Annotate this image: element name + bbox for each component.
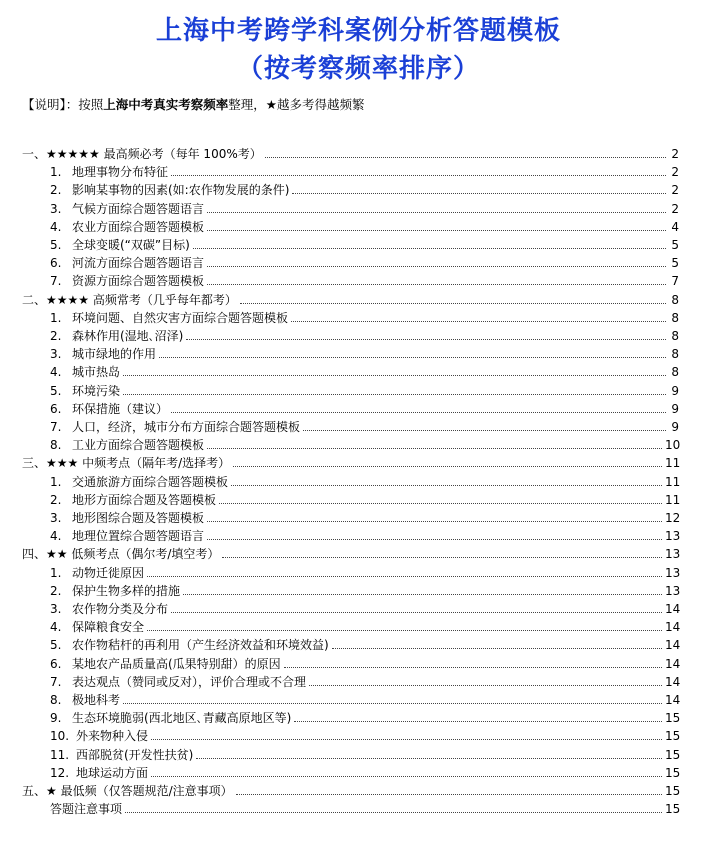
toc-dot-leader bbox=[236, 793, 662, 795]
toc-entry-text: 保护生物多样的措施 bbox=[72, 583, 181, 598]
toc-dot-leader bbox=[207, 283, 666, 285]
toc-dot-leader bbox=[123, 393, 666, 395]
toc-section-row[interactable] bbox=[0, 544, 717, 562]
toc-entry-label bbox=[0, 546, 219, 562]
toc-page-number: 11 bbox=[665, 474, 681, 489]
toc-page-number: 14 bbox=[665, 693, 681, 707]
toc-item-row[interactable] bbox=[0, 344, 717, 362]
toc-entry-text: 河流方面综合题答题语言 bbox=[72, 256, 205, 271]
toc-section-row[interactable] bbox=[0, 290, 717, 308]
toc-entry-number: 5. bbox=[50, 238, 62, 252]
toc-dot-leader bbox=[219, 502, 662, 504]
toc-entry-label bbox=[0, 164, 168, 180]
toc-entry-label bbox=[0, 437, 204, 453]
toc-page-number: 2 bbox=[671, 165, 679, 180]
toc-entry-label bbox=[0, 601, 168, 617]
toc-entry-text: 表达观点（赞同或反对），评价合理或不合理 bbox=[72, 674, 307, 689]
toc-entry-number: 三、 bbox=[22, 456, 47, 471]
toc-dot-leader bbox=[284, 666, 662, 668]
toc-entry-text: 人口，经济，城市分布方面综合题答题模板 bbox=[72, 420, 301, 434]
toc-dot-leader bbox=[147, 575, 662, 577]
toc-entry-text: ★★★★★ 最高频必考（每年 100%考） bbox=[46, 147, 262, 161]
toc-entry-text: 森林作用(湿地､沼泽) bbox=[72, 329, 184, 343]
toc-entry-number: 4. bbox=[50, 365, 62, 380]
toc-page-number: 13 bbox=[665, 565, 681, 580]
toc-entry-label bbox=[0, 237, 190, 253]
toc-dot-leader bbox=[151, 738, 662, 740]
toc-item-row[interactable] bbox=[0, 690, 717, 708]
toc-entry-label bbox=[0, 565, 144, 581]
toc-entry-text: 西部脱贫(开发性扶贫) bbox=[76, 747, 194, 762]
toc-item-row[interactable] bbox=[0, 435, 717, 453]
toc-page-number: 8 bbox=[671, 365, 679, 380]
toc-item-row[interactable] bbox=[0, 581, 717, 599]
toc-entry-text: 工业方面综合题答题模板 bbox=[72, 438, 205, 453]
toc-entry-number: 二、 bbox=[22, 292, 47, 307]
note-bold: 上海中考真实考察频率 bbox=[103, 97, 229, 112]
toc-entry-text: 答题注意事项 bbox=[50, 802, 123, 817]
toc-page-number: 15 bbox=[665, 784, 681, 798]
toc-page-number: 14 bbox=[665, 656, 681, 671]
toc-dot-leader bbox=[265, 156, 666, 158]
toc-dot-leader bbox=[233, 465, 662, 467]
toc-dot-leader bbox=[123, 374, 666, 376]
toc-dot-leader bbox=[196, 757, 662, 759]
toc-page-number: 14 bbox=[665, 620, 681, 635]
toc-entry-text: 全球变暖(“双碳”目标) bbox=[72, 238, 190, 252]
toc-dot-leader bbox=[159, 356, 666, 358]
note-suffix: 整理，★越多考得越频繁 bbox=[228, 97, 365, 112]
toc-item-row[interactable] bbox=[0, 563, 717, 581]
toc-page-number: 4 bbox=[671, 219, 679, 234]
toc-page-number: 14 bbox=[665, 602, 681, 616]
toc-entry-number: 12. bbox=[50, 765, 70, 780]
explanation-note bbox=[22, 95, 365, 113]
toc-dot-leader bbox=[123, 702, 662, 704]
toc-entry-label bbox=[0, 255, 204, 271]
toc-entry-number: 8. bbox=[50, 438, 62, 453]
toc-entry-text: ★★★ 中频考点（隔年考/选择考） bbox=[46, 456, 231, 471]
toc-page-number: 15 bbox=[665, 802, 681, 817]
toc-page-number: 11 bbox=[665, 456, 681, 471]
toc-entry-label bbox=[0, 292, 237, 308]
toc-page-number: 8 bbox=[671, 347, 679, 362]
toc-entry-label bbox=[0, 401, 168, 417]
toc-dot-leader bbox=[183, 593, 662, 595]
document-subtitle: （按考察频率排序） bbox=[236, 54, 480, 84]
toc-section-row[interactable] bbox=[0, 453, 717, 471]
toc-entry-number: 10. bbox=[50, 729, 70, 744]
toc-entry-number: 一、 bbox=[22, 147, 47, 161]
toc-dot-leader bbox=[292, 192, 666, 194]
toc-entry-number: 1. bbox=[50, 165, 62, 180]
toc-item-row[interactable] bbox=[0, 745, 717, 763]
toc-dot-leader bbox=[240, 302, 666, 304]
toc-entry-label bbox=[0, 692, 120, 708]
toc-item-row[interactable] bbox=[0, 399, 717, 417]
toc-item-row[interactable] bbox=[0, 672, 717, 690]
toc-entry-label bbox=[0, 346, 156, 362]
toc-entry-text: 资源方面综合题答题模板 bbox=[72, 274, 205, 289]
toc-entry-text: 地形图综合题及答题模板 bbox=[72, 511, 205, 525]
toc-dot-leader bbox=[193, 247, 666, 249]
toc-entry-label bbox=[0, 619, 144, 635]
toc-entry-label bbox=[0, 273, 204, 289]
toc-entry-number: 3. bbox=[50, 201, 62, 216]
toc-entry-number: 6. bbox=[50, 401, 62, 416]
toc-entry-label bbox=[0, 583, 180, 599]
toc-entry-text: 生态环境脆弱(西北地区､青藏高原地区等) bbox=[72, 711, 292, 726]
toc-page-number: 2 bbox=[671, 147, 679, 161]
toc-page-number: 11 bbox=[665, 492, 681, 507]
toc-entry-label bbox=[0, 310, 288, 326]
toc-entry-number: 3. bbox=[50, 347, 62, 362]
toc-dot-leader bbox=[294, 720, 662, 722]
toc-entry-number: 7. bbox=[50, 274, 62, 289]
toc-entry-label bbox=[0, 219, 204, 235]
toc-page-number: 13 bbox=[665, 583, 681, 598]
toc-entry-number: 5. bbox=[50, 638, 62, 653]
toc-page-number: 9 bbox=[671, 420, 679, 434]
toc-entry-text: 外来物种入侵 bbox=[76, 729, 149, 744]
toc-page-number: 9 bbox=[671, 383, 679, 398]
toc-entry-label bbox=[0, 783, 233, 799]
toc-entry-number: 五、 bbox=[22, 784, 47, 798]
toc-entry-label bbox=[0, 656, 281, 672]
toc-page-number: 7 bbox=[671, 274, 679, 289]
toc-dot-leader bbox=[207, 229, 666, 231]
toc-item-row[interactable] bbox=[0, 308, 717, 326]
toc-item-row[interactable] bbox=[0, 708, 717, 726]
toc-item-row[interactable] bbox=[0, 599, 717, 617]
toc-page-number: 5 bbox=[671, 256, 679, 271]
toc-entry-text: 地形方面综合题及答题模板 bbox=[72, 492, 217, 507]
toc-dot-leader bbox=[151, 775, 662, 777]
toc-page-number: 14 bbox=[665, 674, 681, 689]
toc-entry-number: 3. bbox=[50, 602, 62, 616]
toc-item-row[interactable] bbox=[0, 508, 717, 526]
toc-entry-label bbox=[0, 146, 262, 162]
toc-entry-label bbox=[0, 765, 148, 781]
toc-dot-leader bbox=[207, 447, 662, 449]
toc-entry-number: 2. bbox=[50, 183, 62, 198]
toc-item-row[interactable] bbox=[0, 381, 717, 399]
toc-entry-text: 交通旅游方面综合题答题模板 bbox=[72, 474, 229, 489]
toc-dot-leader bbox=[125, 811, 662, 813]
toc-page-number: 8 bbox=[671, 292, 679, 307]
toc-page-number: 8 bbox=[671, 310, 679, 325]
toc-item-row[interactable] bbox=[0, 362, 717, 380]
toc-item-row[interactable] bbox=[0, 417, 717, 435]
toc-entry-text: 环境问题、自然灾害方面综合题答题模板 bbox=[72, 310, 289, 325]
toc-entry-number: 9. bbox=[50, 711, 62, 726]
toc-page-number: 13 bbox=[665, 547, 681, 562]
toc-entry-number: 2. bbox=[50, 583, 62, 598]
toc-entry-text: 影响某事物的因素(如:农作物发展的条件) bbox=[72, 183, 290, 198]
toc-dot-leader bbox=[303, 429, 666, 431]
toc-dot-leader bbox=[291, 320, 666, 322]
toc-entry-number: 3. bbox=[50, 511, 62, 525]
toc-dot-leader bbox=[309, 684, 662, 686]
toc-entry-label bbox=[0, 201, 204, 217]
toc-page-number: 14 bbox=[665, 638, 681, 653]
toc-item-row[interactable] bbox=[0, 526, 717, 544]
toc-item-row[interactable] bbox=[0, 763, 717, 781]
toc-item-row[interactable] bbox=[0, 180, 717, 198]
toc-page-number: 10 bbox=[665, 438, 681, 453]
toc-entry-text: ★★ 低频考点（偶尔考/填空考） bbox=[46, 547, 220, 562]
toc-page-number: 15 bbox=[665, 765, 681, 780]
toc-item-row[interactable] bbox=[0, 617, 717, 635]
toc-entry-number: 11. bbox=[50, 747, 70, 762]
toc-dot-leader bbox=[207, 211, 666, 213]
toc-entry-label bbox=[0, 419, 300, 435]
toc-entry-text: 地理事物分布特征 bbox=[72, 165, 169, 180]
toc-entry-text: 某地农产品质量高(瓜果特别甜）的原因 bbox=[72, 656, 281, 671]
toc-item-row[interactable] bbox=[0, 726, 717, 744]
toc-item-row[interactable] bbox=[0, 654, 717, 672]
toc-entry-number: 1. bbox=[50, 565, 62, 580]
toc-dot-leader bbox=[222, 556, 662, 558]
toc-page-number: 15 bbox=[665, 747, 681, 762]
toc-entry-text: 动物迁徙原因 bbox=[72, 565, 145, 580]
toc-item-row[interactable] bbox=[0, 199, 717, 217]
toc-entry-label bbox=[0, 528, 204, 544]
toc-entry-number: 6. bbox=[50, 656, 62, 671]
toc-page-number: 2 bbox=[671, 201, 679, 216]
toc-dot-leader bbox=[171, 174, 666, 176]
toc-section-row[interactable] bbox=[0, 144, 717, 162]
toc-entry-label bbox=[0, 801, 122, 817]
toc-entry-number: 2. bbox=[50, 492, 62, 507]
toc-dot-leader bbox=[207, 265, 666, 267]
toc-page-number: 2 bbox=[671, 183, 679, 198]
toc-entry-label bbox=[0, 182, 289, 198]
toc-item-row[interactable] bbox=[0, 326, 717, 344]
toc-entry-number: 4. bbox=[50, 219, 62, 234]
toc-entry-text: ★ 最低频（仅答题规范/注意事项） bbox=[46, 784, 233, 798]
toc-entry-text: 城市热岛 bbox=[72, 365, 121, 380]
toc-entry-label bbox=[0, 637, 329, 653]
toc-entry-number: 四、 bbox=[22, 547, 47, 562]
toc-entry-number: 7. bbox=[50, 674, 62, 689]
toc-entry-text: 环保措施（建议） bbox=[72, 401, 169, 416]
toc-item-row[interactable] bbox=[0, 271, 717, 289]
toc-entry-text: 地球运动方面 bbox=[76, 765, 149, 780]
toc-entry-label bbox=[0, 728, 148, 744]
toc-item-row[interactable] bbox=[0, 235, 717, 253]
toc-entry-text: 地理位置综合题答题语言 bbox=[72, 529, 205, 544]
toc-entry-text: 农作物分类及分布 bbox=[72, 602, 169, 616]
toc-entry-number: 8. bbox=[50, 693, 62, 707]
toc-entry-text: ★★★★ 高频常考（几乎每年都考） bbox=[46, 292, 237, 307]
toc-entry-text: 农作物秸杆的再利用（产生经济效益和环境效益) bbox=[72, 638, 329, 653]
toc-entry-label bbox=[0, 492, 216, 508]
toc-dot-leader bbox=[332, 647, 662, 649]
toc-entry-text: 极地科考 bbox=[72, 693, 121, 707]
toc-page-number: 15 bbox=[665, 711, 681, 726]
toc-entry-number: 7. bbox=[50, 420, 62, 434]
toc-entry-text: 环境污染 bbox=[72, 383, 121, 398]
toc-entry-label bbox=[0, 674, 306, 690]
toc-dot-leader bbox=[207, 520, 662, 522]
toc-entry-text: 气候方面综合题答题语言 bbox=[72, 201, 205, 216]
toc-entry-number: 4. bbox=[50, 529, 62, 544]
toc-page-number: 5 bbox=[671, 238, 679, 252]
toc-entry-label bbox=[0, 328, 183, 344]
toc-section-row[interactable] bbox=[0, 781, 717, 799]
toc-entry-label bbox=[0, 710, 291, 726]
toc-entry-label bbox=[0, 455, 230, 471]
toc-page-number: 15 bbox=[665, 729, 681, 744]
toc-dot-leader bbox=[171, 411, 666, 413]
toc-item-row[interactable] bbox=[0, 217, 717, 235]
toc-item-row[interactable] bbox=[0, 253, 717, 271]
toc-page-number: 13 bbox=[665, 529, 681, 544]
toc-item-row[interactable] bbox=[0, 162, 717, 180]
toc-dot-leader bbox=[186, 338, 666, 340]
toc-entry-number: 1. bbox=[50, 310, 62, 325]
toc-entry-label bbox=[0, 510, 204, 526]
toc-dot-leader bbox=[207, 538, 662, 540]
document-title: 上海中考跨学科案例分析答题模板 bbox=[155, 16, 561, 46]
toc-entry-label bbox=[0, 474, 228, 490]
toc-dot-leader bbox=[171, 611, 662, 613]
toc-item-row[interactable] bbox=[0, 635, 717, 653]
toc-entry-number: 2. bbox=[50, 329, 62, 343]
toc-entry-text: 农业方面综合题答题模板 bbox=[72, 219, 205, 234]
toc-entry-number: 5. bbox=[50, 383, 62, 398]
toc-page-number: 9 bbox=[671, 401, 679, 416]
toc-entry-number: 1. bbox=[50, 474, 62, 489]
toc-entry-label bbox=[0, 747, 193, 763]
toc-page-number: 8 bbox=[671, 329, 679, 343]
toc-entry-text: 城市绿地的作用 bbox=[72, 347, 157, 362]
toc-entry-label bbox=[0, 364, 120, 380]
toc-entry-number: 6. bbox=[50, 256, 62, 271]
toc-page-number: 12 bbox=[665, 511, 681, 525]
toc-entry-label bbox=[0, 383, 120, 399]
toc-item-row[interactable] bbox=[0, 799, 717, 817]
toc-dot-leader bbox=[231, 484, 662, 486]
toc-item-row[interactable] bbox=[0, 490, 717, 508]
toc-dot-leader bbox=[147, 629, 662, 631]
toc-item-row[interactable] bbox=[0, 472, 717, 490]
toc-entry-text: 保障粮食安全 bbox=[72, 620, 145, 635]
toc-entry-number: 4. bbox=[50, 620, 62, 635]
note-prefix: 【说明】：按照 bbox=[22, 97, 104, 112]
